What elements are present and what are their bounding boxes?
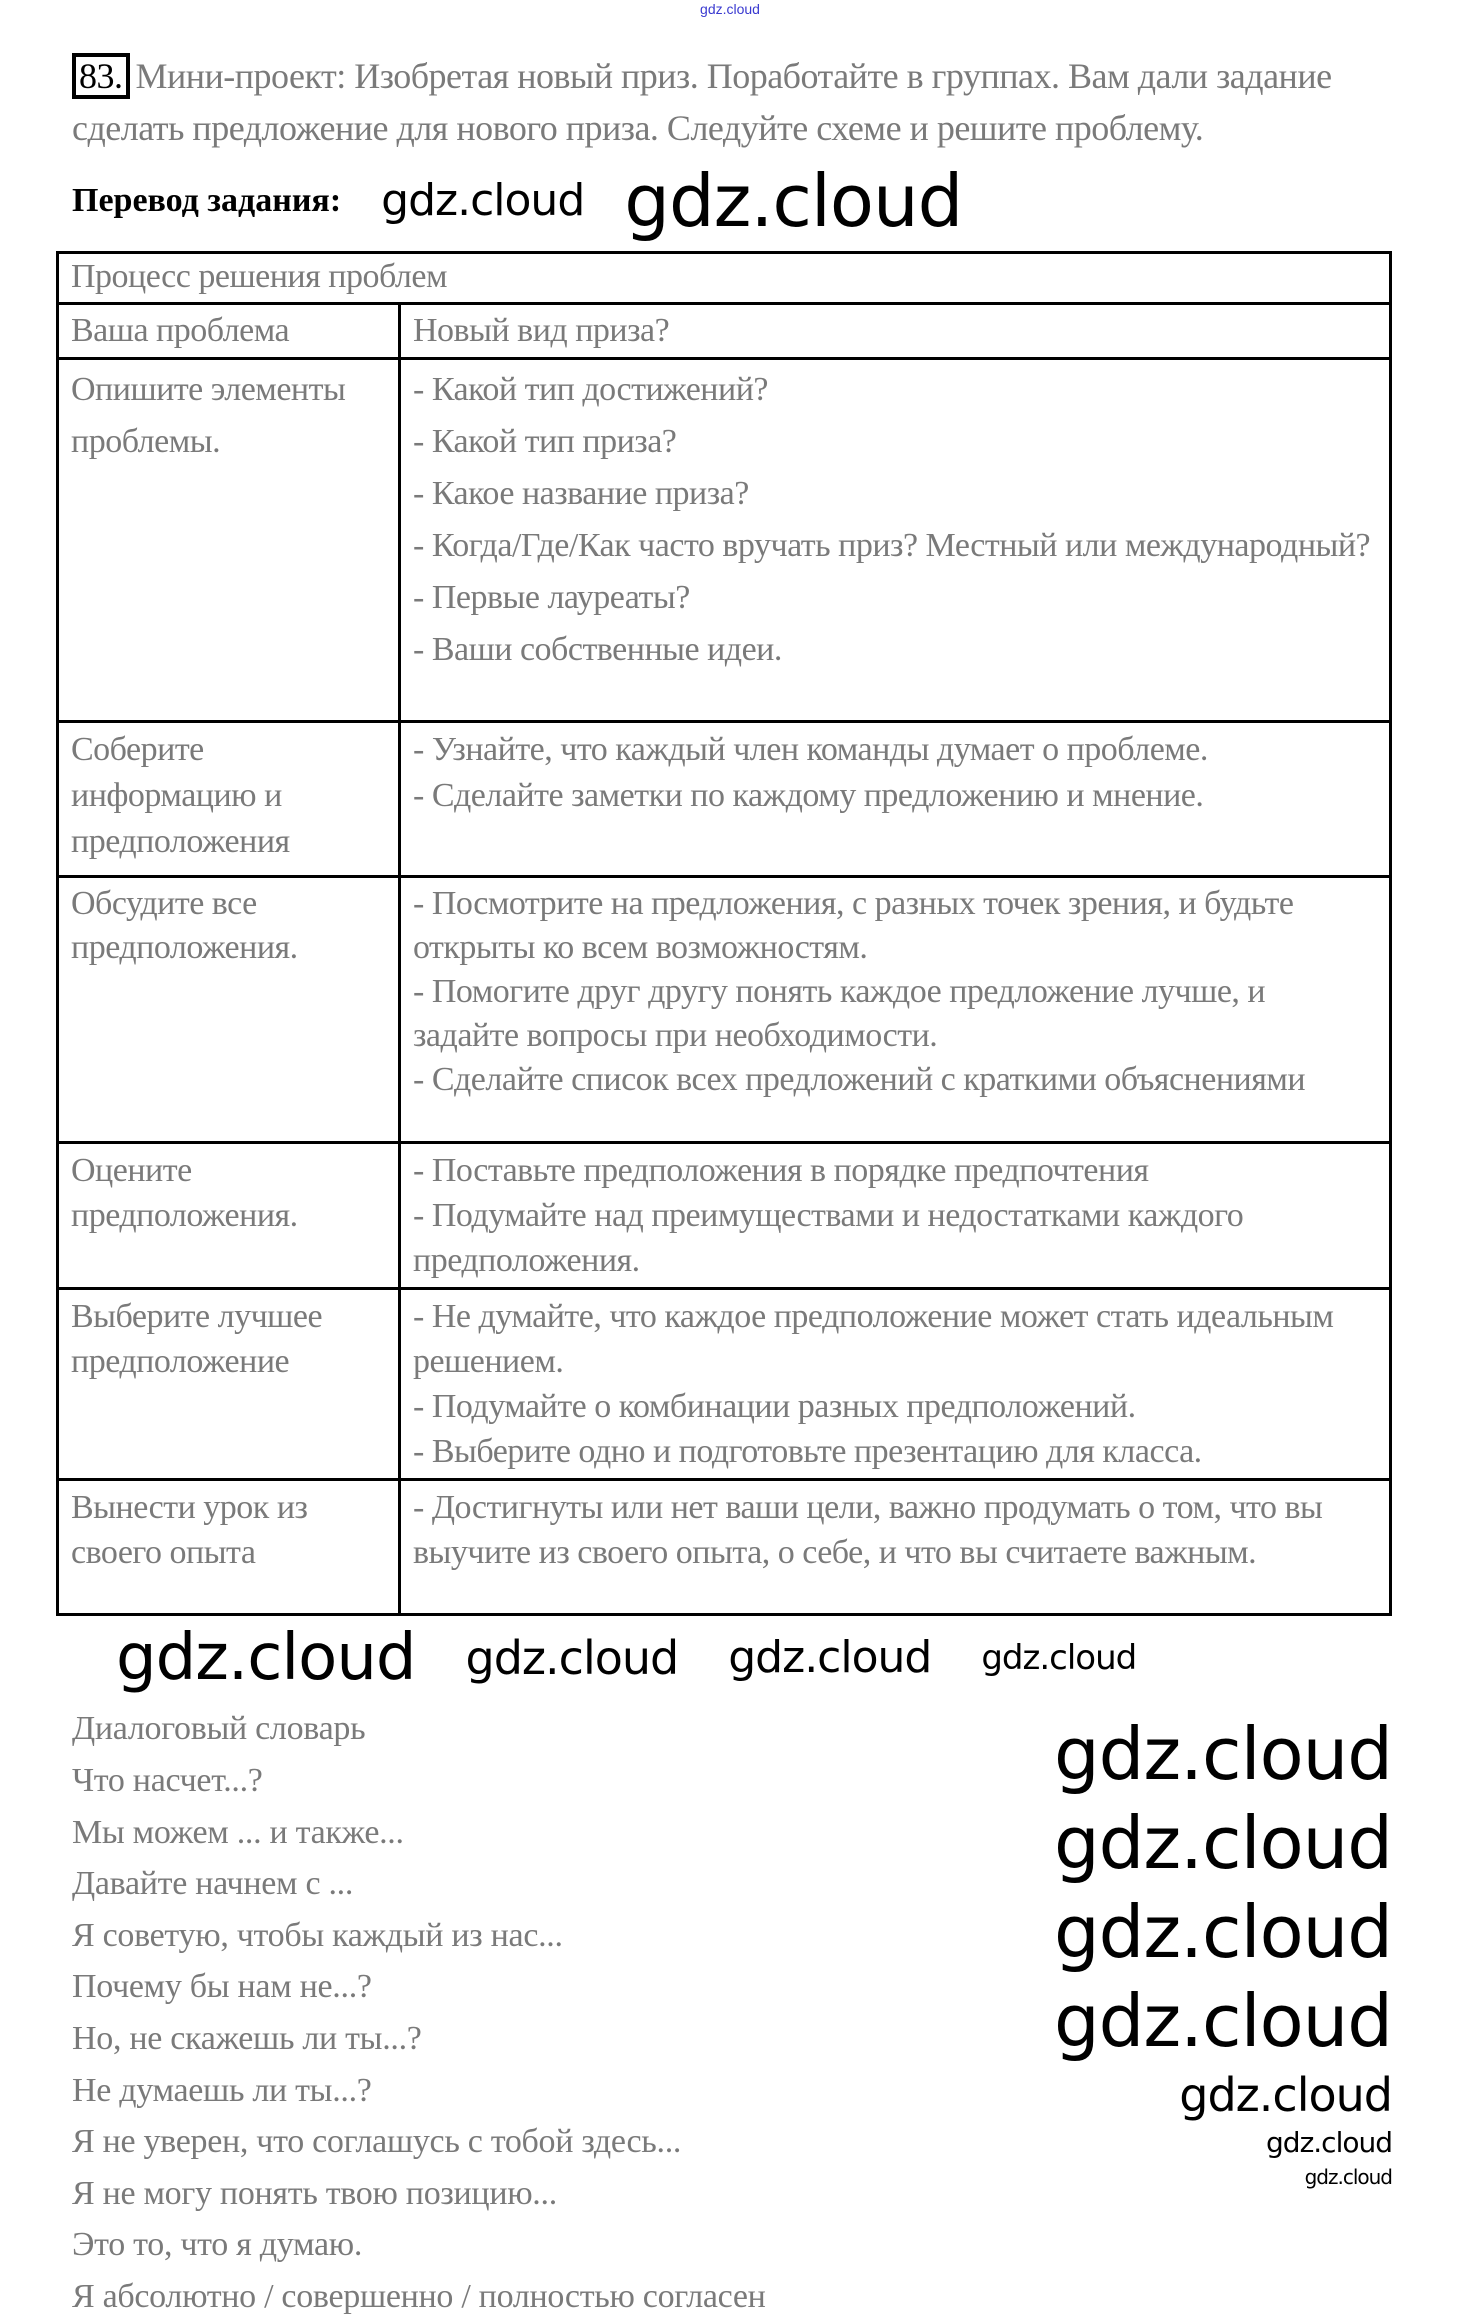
table-row (58, 876, 1391, 1142)
page-content (56, 50, 1392, 2323)
step-detail-item: - Сделайте список всех предложений с краткими объяснениями (413, 1060, 1306, 1098)
watermark-row (116, 1622, 1392, 1696)
dialogue-phrase: Я абсолютно / совершенно / полностью согласен (72, 2277, 766, 2315)
step-detail-item: - Посмотрите на предложения, с разных точек зрения, и будьте открыты ко всем возможностям. (413, 884, 1294, 966)
step-label: Опишите элементы проблемы. (58, 358, 400, 721)
step-label: Ваша проблема (58, 303, 400, 358)
table-row (58, 358, 1391, 721)
step-details (400, 1288, 1391, 1479)
dialogue-phrase: Но, не скажешь ли ты...? (72, 2019, 422, 2057)
problem-solving-table (56, 251, 1392, 1616)
table-row (58, 303, 1391, 358)
step-label: Вынести урок из своего опыта (58, 1479, 400, 1614)
step-detail-item: - Узнайте, что каждый член команды думает о проблеме. (413, 730, 1208, 768)
step-details (400, 358, 1391, 721)
table-row (58, 1479, 1391, 1614)
dialogue-phrase: Я не могу понять твою позицию... (72, 2174, 557, 2212)
dialogue-phrase: Не думаешь ли ты...? (72, 2071, 372, 2109)
translation-heading-row (72, 160, 1392, 243)
step-details (400, 1142, 1391, 1288)
table-row (58, 1142, 1391, 1288)
watermark: gdz.cloud (1179, 2067, 1392, 2122)
step-detail-item: - Не думайте, что каждое предположение может стать идеальным решением. (413, 1297, 1334, 1380)
table-title: Процесс решения проблем (58, 252, 1391, 303)
dialogue-title: Диалоговый словарь (72, 1710, 366, 1748)
step-detail-item: - Достигнуты или нет ваши цели, важно продумать о том, что вы выучите из своего опыта, о себе, и что вы считаете важным. (413, 1488, 1323, 1571)
step-detail-item: - Поставьте предположения в порядке предпочтения (413, 1151, 1149, 1189)
step-label: Обсудите все предположения. (58, 876, 400, 1142)
dialogue-phrase: Что насчет...? (72, 1761, 263, 1799)
step-label: Оцените предположения. (58, 1142, 400, 1288)
step-detail-item: - Когда/Где/Как часто вручать приз? Местный или международный? (413, 526, 1371, 564)
step-detail-item: - Сделайте заметки по каждому предложению и мнение. (413, 776, 1204, 814)
task-statement (72, 50, 1392, 154)
table-row (58, 1288, 1391, 1479)
step-details (400, 303, 1391, 358)
step-detail-item: - Какой тип достижений? (413, 370, 768, 408)
watermark: gdz.cloud (1053, 1889, 1392, 1974)
dialogue-phrase: Почему бы нам не...? (72, 1968, 372, 2006)
watermark-column (1054, 1703, 1392, 2322)
step-detail-item: - Первые лауреаты? (413, 578, 690, 616)
watermark: gdz.cloud (1304, 2164, 1392, 2189)
step-label: Выберите лучшее предположение (58, 1288, 400, 1479)
watermark: gdz.cloud (624, 159, 963, 243)
step-detail-item: - Ваши собственные идеи. (413, 630, 782, 668)
step-details (400, 1479, 1391, 1614)
step-details (400, 876, 1391, 1142)
step-label: Соберите информацию и предположения (58, 721, 400, 876)
dialogue-phrase: Я не уверен, что соглашусь с тобой здесь... (72, 2123, 682, 2161)
step-detail-item: - Какой тип приза? (413, 422, 677, 460)
watermark: gdz.cloud (1053, 1978, 1392, 2063)
watermark: gdz.cloud (116, 1620, 416, 1695)
dialogue-phrase: Давайте начнем с ... (72, 1865, 354, 1903)
step-detail-item: - Выберите одно и подготовьте презентацию для класса. (413, 1432, 1202, 1470)
task-text: Мини-проект: Изобретая новый приз. Поработайте в группах. Вам дали задание сделать предложение для нового приза. Следуйте схеме и решите проблему. (72, 56, 1332, 148)
dialogue-phrase: Я советую, чтобы каждый из нас... (72, 1916, 563, 1954)
table-row (58, 721, 1391, 876)
step-detail-item: Новый вид приза? (413, 311, 670, 349)
watermark: gdz.cloud (1053, 1712, 1392, 1797)
watermark: gdz.cloud (981, 1638, 1137, 1679)
watermark: gdz.cloud (1266, 2126, 1392, 2160)
step-details (400, 721, 1391, 876)
watermark: gdz.cloud (728, 1632, 932, 1684)
watermark: gdz.cloud (465, 1631, 679, 1686)
header-watermark: gdz.cloud (700, 1, 760, 17)
step-detail-item: - Помогите друг другу понять каждое предложение лучше, и задайте вопросы при необходимости. (413, 972, 1266, 1054)
watermark: gdz.cloud (381, 175, 585, 227)
task-number: 83. (72, 53, 130, 99)
step-detail-item: - Подумайте о комбинации разных предположений. (413, 1387, 1136, 1425)
dialogue-vocabulary (72, 1703, 766, 2322)
watermark: gdz.cloud (1053, 1801, 1392, 1886)
translation-heading: Перевод задания: (72, 182, 342, 220)
dialogue-phrase: Это то, что я думаю. (72, 2226, 363, 2264)
step-detail-item: - Подумайте над преимуществами и недостатками каждого предположения. (413, 1196, 1244, 1279)
step-detail-item: - Какое название приза? (413, 474, 749, 512)
dialogue-section (72, 1703, 1392, 2322)
dialogue-phrase: Мы можем ... и также... (72, 1813, 404, 1851)
